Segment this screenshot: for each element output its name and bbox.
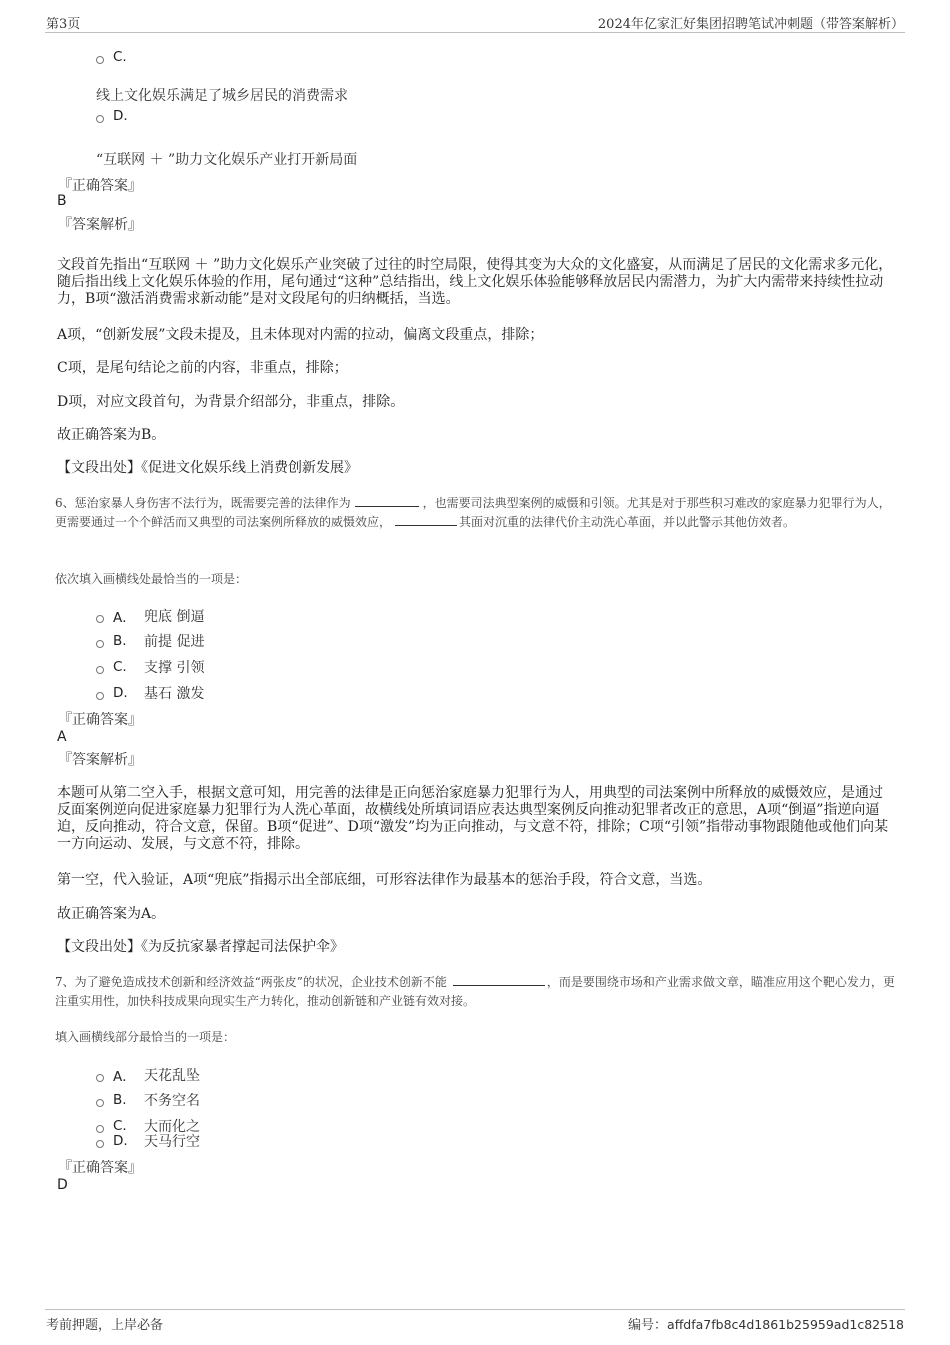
analysis-paragraph: A项，“创新发展”文段未提及，且未体现对内需的拉动，偏离文段重点，排除； <box>57 327 544 343</box>
stem-part: ，也需要司法典型案例的威慑和引领。尤其是对于那些积习难改的家庭暴力犯罪行为人，更需要通过一个个鲜活而又典型的司法案例所释放的威慑效应， <box>55 496 891 529</box>
question-prompt: 依次填入画横线处最恰当的一项是： <box>55 572 248 586</box>
option-letter: B. <box>113 633 127 649</box>
option-letter: D. <box>113 1133 128 1149</box>
correct-answer: B <box>57 193 67 209</box>
question-prompt: 填入画横线部分最恰当的一项是： <box>55 1030 236 1044</box>
q7-option-a[interactable] <box>96 1065 200 1085</box>
q5-option-d[interactable] <box>96 108 144 124</box>
question-6-stem <box>55 494 900 532</box>
option-letter: A． <box>113 610 136 626</box>
footer-code-label: 编号： <box>628 1318 668 1333</box>
radio-icon[interactable] <box>96 666 104 674</box>
q6-option-b[interactable] <box>96 631 204 651</box>
footer-slogan: 考前押题，上岸必备 <box>46 1318 164 1333</box>
fill-blank <box>453 973 545 986</box>
option-text: 前提 促进 <box>144 634 205 650</box>
analysis-paragraph: D项，对应文段首句，为背景介绍部分，非重点，排除。 <box>57 394 405 410</box>
q5-option-c-text: 线上文化娱乐满足了城乡居民的消费需求 <box>96 88 348 104</box>
analysis-paragraph: 故正确答案为B。 <box>57 427 166 443</box>
analysis-label: 『答案解析』 <box>58 217 142 233</box>
analysis-paragraph: C项，是尾句结论之前的内容，非重点，排除； <box>57 360 348 376</box>
radio-icon[interactable] <box>96 615 104 623</box>
page-number: 第3页 <box>46 17 81 32</box>
option-letter: C. <box>113 49 127 65</box>
stem-part: 7、为了避免造成技术创新和经济效益“两张皮”的状况，企业技术创新不能 <box>55 975 447 989</box>
correct-answer-label: 『正确答案』 <box>58 712 142 728</box>
document-title: 2024年亿家汇好集团招聘笔试冲刺题（带答案解析） <box>597 17 904 32</box>
correct-answer: D <box>57 1177 68 1193</box>
option-text: 大而化之 <box>144 1119 200 1135</box>
q6-option-a[interactable] <box>96 606 204 626</box>
correct-answer-label: 『正确答案』 <box>58 1160 142 1176</box>
option-text: 天马行空 <box>144 1134 200 1150</box>
q5-option-c[interactable] <box>96 49 144 65</box>
header-rule <box>45 32 905 33</box>
footer-code <box>628 1314 904 1333</box>
analysis-paragraph: 第一空，代入验证，A项“兜底”指揭示出全部底细，可形容法律作为最基本的惩治手段，符合文意，当选。 <box>57 872 712 888</box>
option-text: 不务空名 <box>144 1093 200 1109</box>
q6-option-d[interactable] <box>96 683 204 703</box>
analysis-paragraph: 文段首先指出“互联网 ＋ ”助力文化娱乐产业突破了过往的时空局限，使得其变为大众的文化盛宴，从而满足了居民的文化需求多元化，随后指出线上文化娱乐体验的作用，尾句通过“这种”总结指出，线上文化娱乐体验能够释放居民内需潜力，为扩大内需带来持续性拉动力，B项“激活消费需求新动能”是对文段尾句的归纳概括，当选。 <box>57 257 893 307</box>
stem-part: ，而是要围绕市场和产业需求做文章，瞄准应用这个靶心发力，更注重实用性，加快科技成果向现实生产力转化，推动创新链和产业链有效对接。 <box>55 975 895 1008</box>
option-letter: C. <box>113 1118 127 1134</box>
analysis-paragraph: 故正确答案为A。 <box>57 906 166 922</box>
stem-part: 6、惩治家暴人身伤害不法行为，既需要完善的法律作为 <box>55 496 351 510</box>
radio-icon[interactable] <box>96 692 104 700</box>
radio-icon[interactable] <box>96 1140 104 1148</box>
option-text: 基石 激发 <box>144 686 205 702</box>
footer-rule <box>45 1309 905 1310</box>
analysis-label: 『答案解析』 <box>58 752 142 768</box>
option-text: 天花乱坠 <box>144 1068 200 1084</box>
option-text: 兜底 倒逼 <box>144 609 205 625</box>
q5-option-d-text: “互联网 ＋ ”助力文化娱乐产业打开新局面 <box>96 152 358 168</box>
fill-blank <box>355 494 419 507</box>
radio-icon[interactable] <box>96 640 104 648</box>
option-letter: D. <box>113 108 128 124</box>
source-citation: 【文段出处】《为反抗家暴者撑起司法保护伞》 <box>57 939 344 955</box>
option-letter: D. <box>113 685 128 701</box>
q7-option-d[interactable] <box>96 1131 200 1151</box>
stem-part: 其面对沉重的法律代价主动洗心革面，并以此警示其他仿效者。 <box>459 515 796 529</box>
radio-icon[interactable] <box>96 1099 104 1107</box>
q6-option-c[interactable] <box>96 657 204 677</box>
radio-icon[interactable] <box>96 56 104 64</box>
correct-answer-label: 『正确答案』 <box>58 178 142 194</box>
option-letter: B. <box>113 1092 127 1108</box>
analysis-paragraph: 本题可从第二空入手，根据文意可知，用完善的法律是正向惩治家庭暴力犯罪行为人，用典型的司法案例中所释放的威慑效应，是通过反面案例逆向促进家庭暴力犯罪行为人洗心革面，故横线处所填词语应表达典型案例反向推动犯罪者改正的意思，A项“倒逼”指逆向逼迫，反向推动，符合文意，保留。B项“促进”、D项“激发”均为正向推动，与文意不符，排除；C项“引领”指带动事物跟随他或他们向某一方向运动、发展，与文意不符，排除。 <box>57 785 889 852</box>
correct-answer: A <box>57 729 67 745</box>
radio-icon[interactable] <box>96 115 104 123</box>
question-7-stem <box>55 973 900 1011</box>
fill-blank <box>395 513 457 526</box>
option-letter: C. <box>113 659 127 675</box>
radio-icon[interactable] <box>96 1074 104 1082</box>
option-letter: A． <box>113 1069 136 1085</box>
source-citation: 【文段出处】《促进文化娱乐线上消费创新发展》 <box>57 460 358 476</box>
option-text: 支撑 引领 <box>144 660 205 676</box>
q7-option-b[interactable] <box>96 1090 200 1110</box>
footer-code-value: affdfa7fb8c4d1861b25959ad1c82518 <box>667 1317 904 1332</box>
